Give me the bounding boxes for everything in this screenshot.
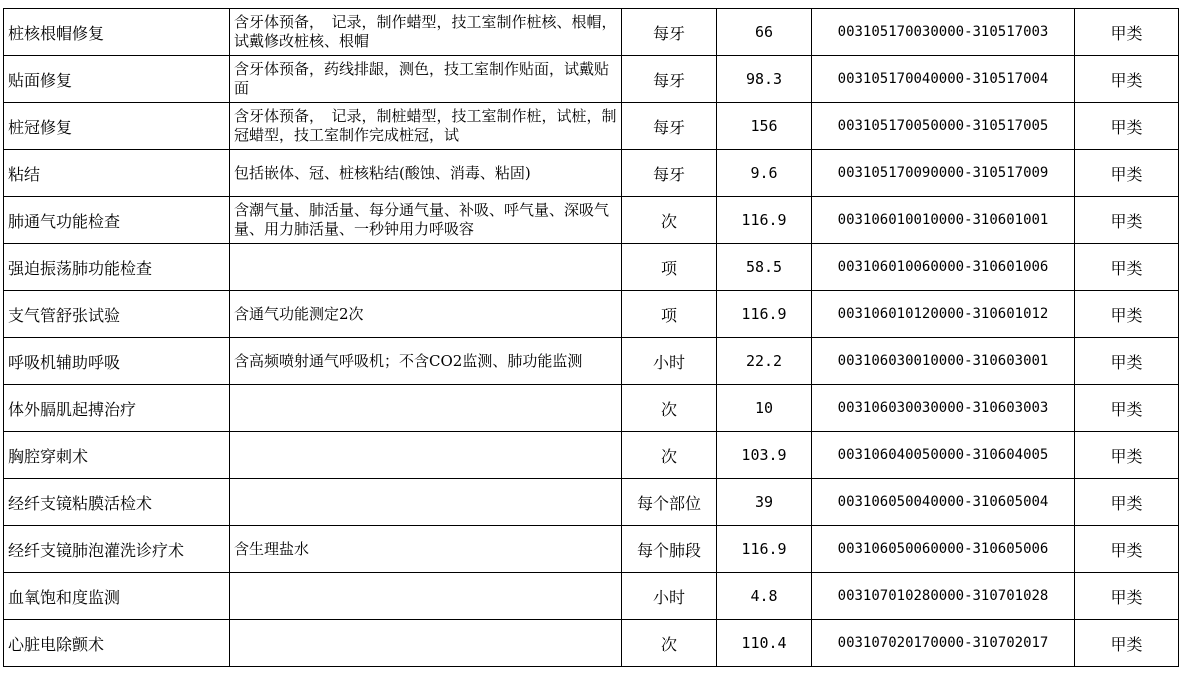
table-row (4, 620, 1179, 667)
item-price-cell: 156 (717, 103, 812, 150)
item-price-cell: 116.9 (717, 526, 812, 573)
item-code-cell: 003106030010000-310603001 (812, 338, 1075, 385)
item-description-text: 含潮气量、肺活量、每分通气量、补吸、呼气量、深吸气量、用力肺活量、一秒钟用力呼吸容 (234, 201, 610, 238)
item-class-cell: 甲类 (1075, 479, 1179, 526)
item-unit-cell: 项 (622, 244, 717, 291)
item-price-cell: 58.5 (717, 244, 812, 291)
item-name-cell: 心脏电除颤术 (4, 620, 230, 667)
item-code-cell: 003107010280000-310701028 (812, 573, 1075, 620)
table-row (4, 526, 1179, 573)
item-class-cell: 甲类 (1075, 432, 1179, 479)
item-class-cell: 甲类 (1075, 56, 1179, 103)
item-unit-cell: 次 (622, 432, 717, 479)
table-body (4, 9, 1179, 667)
item-price-cell: 103.9 (717, 432, 812, 479)
item-code-cell: 003106010010000-310601001 (812, 197, 1075, 244)
item-code-cell: 003105170030000-310517003 (812, 9, 1075, 56)
item-class-cell: 甲类 (1075, 103, 1179, 150)
item-code-cell: 003107020170000-310702017 (812, 620, 1075, 667)
item-description-cell (230, 244, 622, 291)
item-code-cell: 003105170040000-310517004 (812, 56, 1075, 103)
item-name-cell: 支气管舒张试验 (4, 291, 230, 338)
item-unit-cell: 小时 (622, 338, 717, 385)
item-name-cell: 体外膈肌起搏治疗 (4, 385, 230, 432)
item-unit-cell: 次 (622, 620, 717, 667)
table-row (4, 197, 1179, 244)
item-unit-cell: 次 (622, 197, 717, 244)
item-unit-cell: 每个部位 (622, 479, 717, 526)
item-description-text: 含高频喷射通气呼吸机；不含CO2监测、肺功能监测 (234, 351, 583, 370)
item-class-cell: 甲类 (1075, 244, 1179, 291)
item-name-cell: 强迫振荡肺功能检查 (4, 244, 230, 291)
item-price-cell: 10 (717, 385, 812, 432)
item-name-cell: 经纤支镜肺泡灌洗诊疗术 (4, 526, 230, 573)
item-code-cell: 003106010120000-310601012 (812, 291, 1075, 338)
item-name-cell: 胸腔穿刺术 (4, 432, 230, 479)
item-description-cell (230, 526, 622, 573)
item-name-cell: 肺通气功能检查 (4, 197, 230, 244)
table-row (4, 56, 1179, 103)
item-unit-cell: 每牙 (622, 103, 717, 150)
item-description-cell (230, 103, 622, 150)
table-row (4, 103, 1179, 150)
table-row (4, 291, 1179, 338)
item-name-cell: 桩冠修复 (4, 103, 230, 150)
item-code-cell: 003106050040000-310605004 (812, 479, 1075, 526)
item-unit-cell: 每个肺段 (622, 526, 717, 573)
item-class-cell: 甲类 (1075, 291, 1179, 338)
item-description-cell (230, 338, 622, 385)
item-price-cell: 66 (717, 9, 812, 56)
item-code-cell: 003106040050000-310604005 (812, 432, 1075, 479)
item-price-cell: 116.9 (717, 291, 812, 338)
item-class-cell: 甲类 (1075, 620, 1179, 667)
item-class-cell: 甲类 (1075, 338, 1179, 385)
table-row (4, 432, 1179, 479)
item-price-cell: 116.9 (717, 197, 812, 244)
item-class-cell: 甲类 (1075, 150, 1179, 197)
item-code-cell: 003105170090000-310517009 (812, 150, 1075, 197)
item-description-cell (230, 385, 622, 432)
item-name-cell: 经纤支镜粘膜活检术 (4, 479, 230, 526)
item-description-cell (230, 56, 622, 103)
item-description-text: 含生理盐水 (234, 539, 310, 558)
item-unit-cell: 每牙 (622, 56, 717, 103)
item-price-cell: 98.3 (717, 56, 812, 103)
item-class-cell: 甲类 (1075, 573, 1179, 620)
item-name-cell: 呼吸机辅助呼吸 (4, 338, 230, 385)
item-unit-cell: 每牙 (622, 150, 717, 197)
item-unit-cell: 小时 (622, 573, 717, 620)
item-code-cell: 003106050060000-310605006 (812, 526, 1075, 573)
item-name-cell: 粘结 (4, 150, 230, 197)
item-description-text: 含牙体预备， 记录，制作蜡型，技工室制作桩核、根帽，试戴修改桩核、根帽 (234, 13, 617, 50)
item-description-text: 含通气功能测定2次 (234, 304, 364, 323)
item-description-text: 含牙体预备，药线排龈，测色，技工室制作贴面，试戴贴面 (234, 60, 610, 97)
item-description-cell (230, 9, 622, 56)
item-unit-cell: 每牙 (622, 9, 717, 56)
item-description-cell (230, 150, 622, 197)
item-description-cell (230, 432, 622, 479)
item-description-cell (230, 291, 622, 338)
item-description-cell (230, 197, 622, 244)
item-class-cell: 甲类 (1075, 526, 1179, 573)
table-row (4, 9, 1179, 56)
price-table (3, 8, 1179, 667)
item-code-cell: 003106030030000-310603003 (812, 385, 1075, 432)
item-description-cell (230, 573, 622, 620)
item-price-cell: 4.8 (717, 573, 812, 620)
item-description-text: 含牙体预备， 记录，制桩蜡型，技工室制作桩，试桩，制冠蜡型，技工室制作完成桩冠，试 (234, 107, 617, 144)
table-row (4, 573, 1179, 620)
item-class-cell: 甲类 (1075, 9, 1179, 56)
table-row (4, 150, 1179, 197)
item-name-cell: 贴面修复 (4, 56, 230, 103)
item-price-cell: 22.2 (717, 338, 812, 385)
item-name-cell: 血氧饱和度监测 (4, 573, 230, 620)
table-row (4, 385, 1179, 432)
item-price-cell: 9.6 (717, 150, 812, 197)
table-row (4, 244, 1179, 291)
item-name-cell: 桩核根帽修复 (4, 9, 230, 56)
item-description-cell (230, 620, 622, 667)
item-price-cell: 39 (717, 479, 812, 526)
table-row (4, 338, 1179, 385)
item-price-cell: 110.4 (717, 620, 812, 667)
item-unit-cell: 次 (622, 385, 717, 432)
item-code-cell: 003106010060000-310601006 (812, 244, 1075, 291)
item-class-cell: 甲类 (1075, 197, 1179, 244)
item-code-cell: 003105170050000-310517005 (812, 103, 1075, 150)
item-description-cell (230, 479, 622, 526)
item-description-text: 包括嵌体、冠、桩核粘结(酸蚀、消毒、粘固) (234, 163, 531, 182)
item-unit-cell: 项 (622, 291, 717, 338)
item-class-cell: 甲类 (1075, 385, 1179, 432)
table-row (4, 479, 1179, 526)
